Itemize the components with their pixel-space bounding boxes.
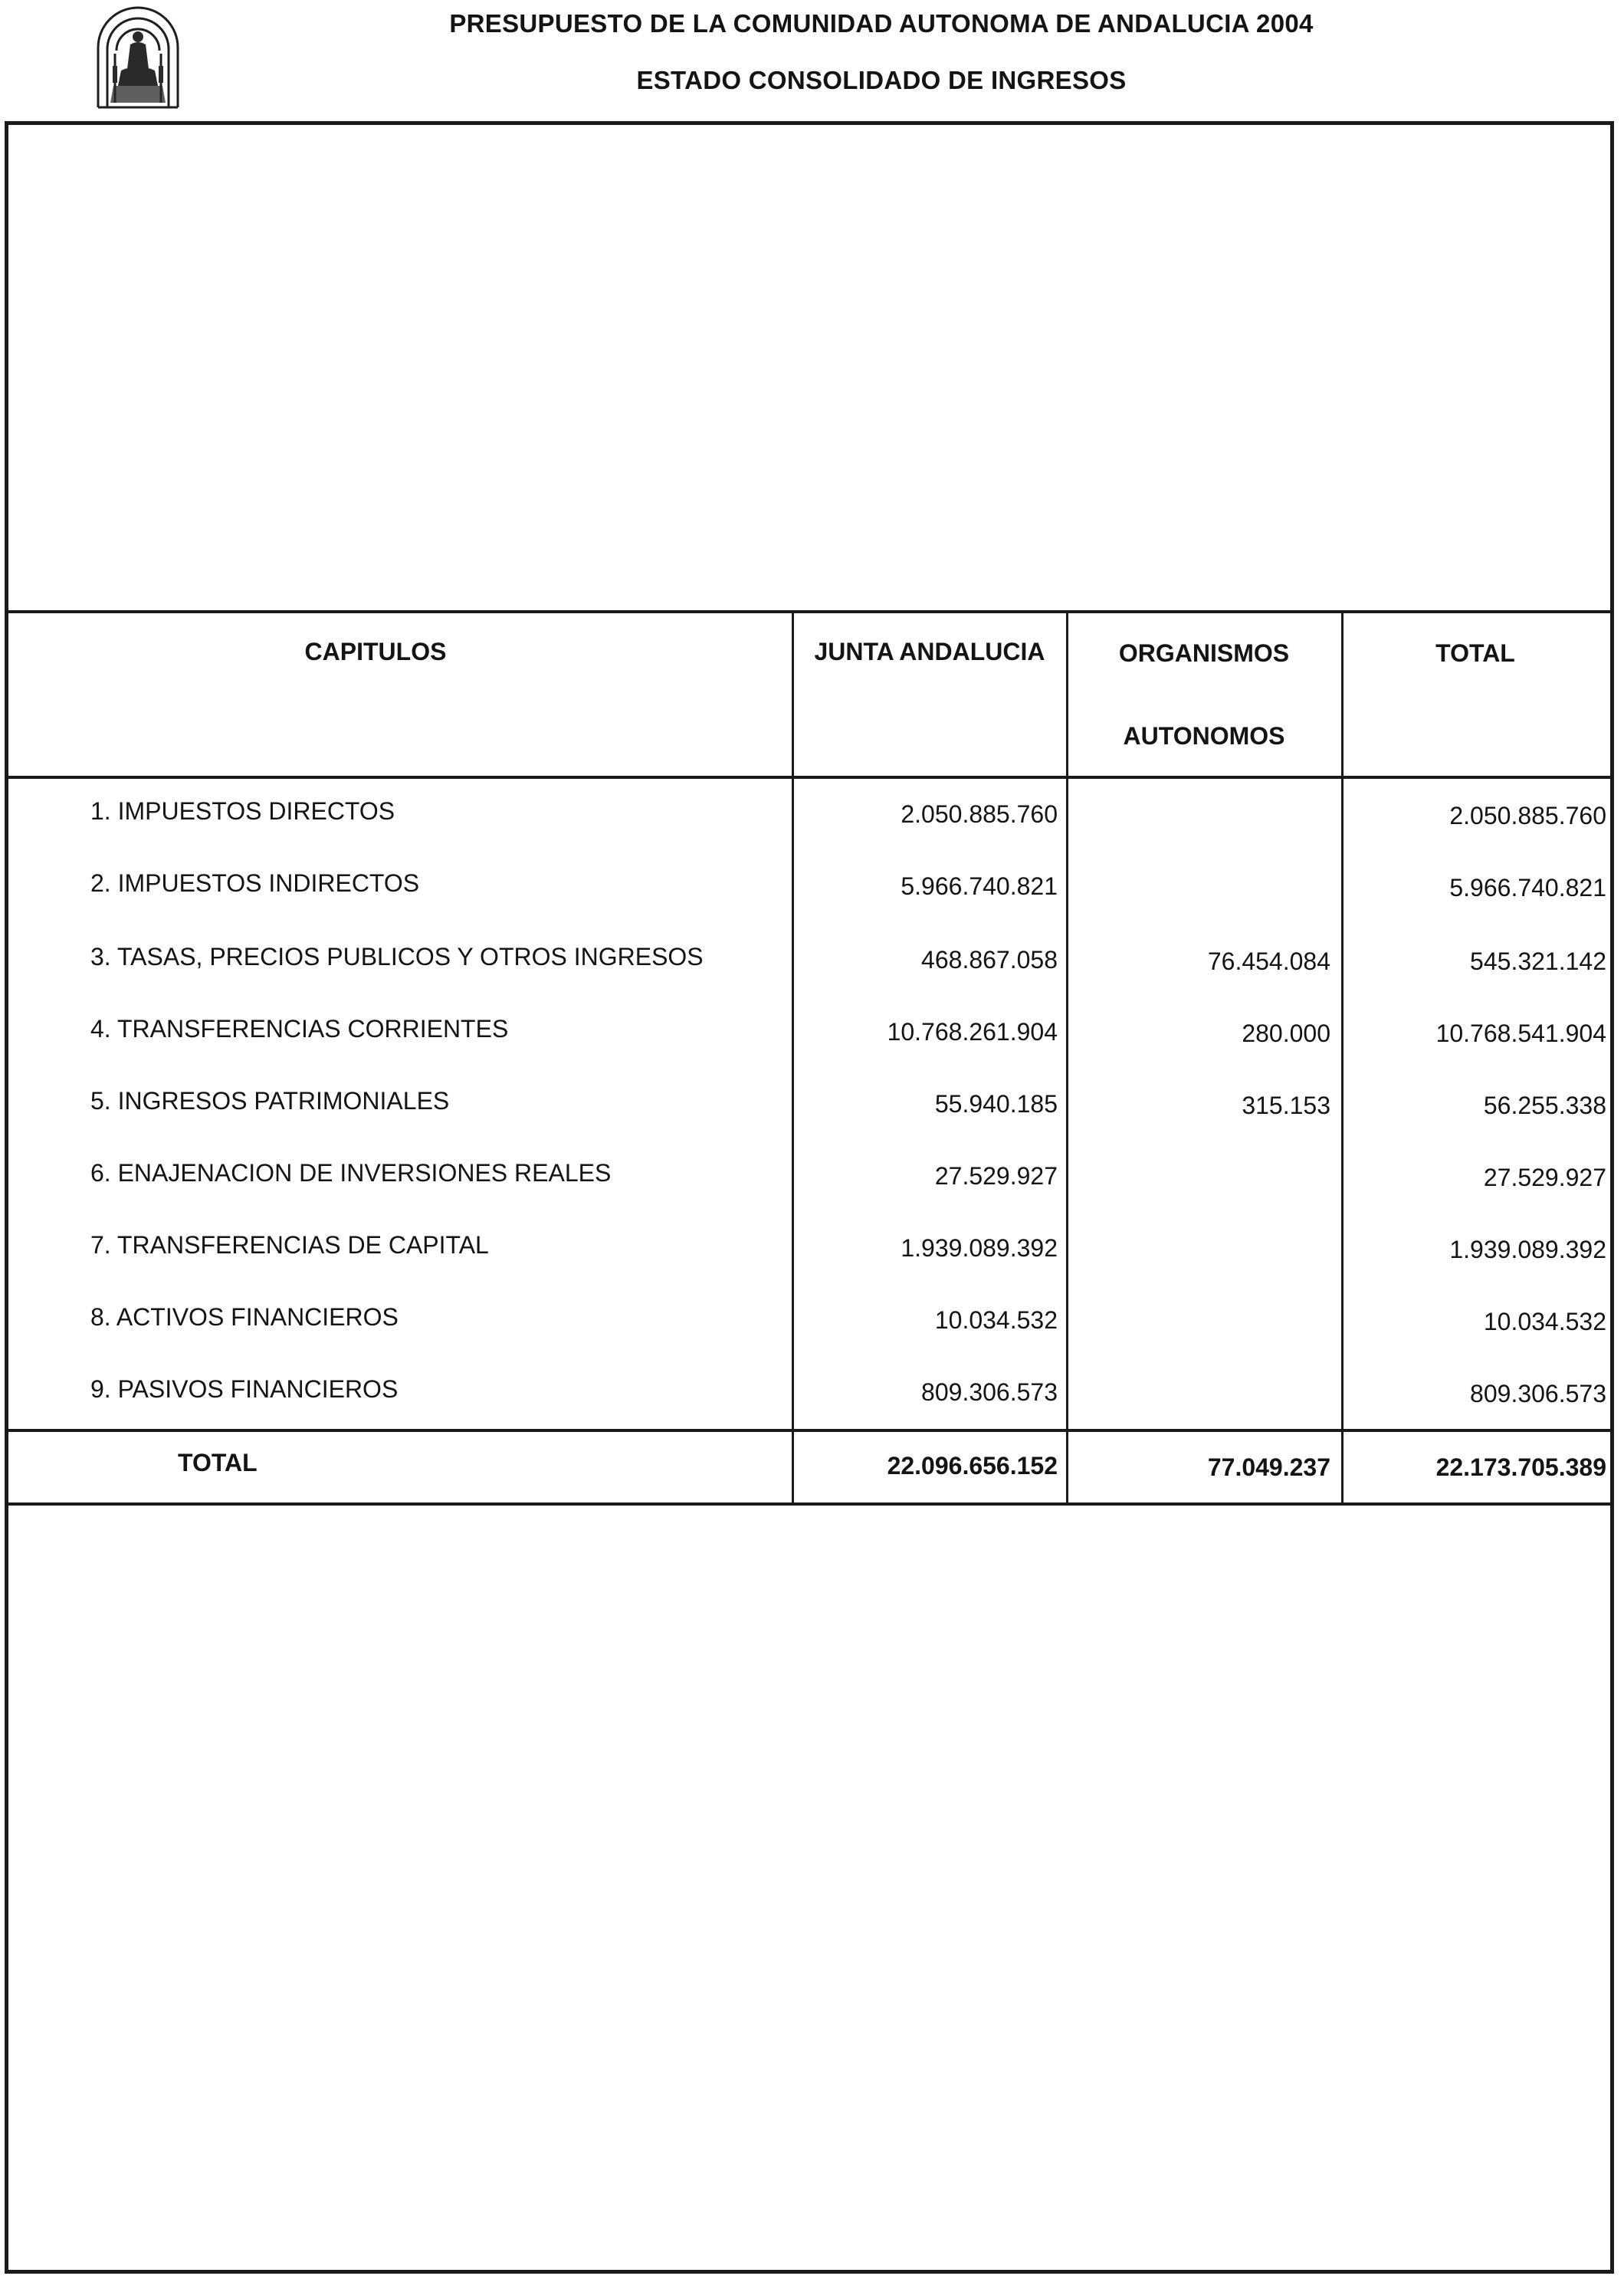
header-autonomos: AUTONOMOS: [1123, 722, 1285, 750]
table-bottom-rule: [5, 1502, 1614, 1506]
table-top-rule: [5, 610, 1614, 613]
header-junta-andalucia: JUNTA ANDALUCIA: [814, 638, 1045, 665]
header-organismos: ORGANISMOS: [1118, 639, 1290, 667]
row-9-total: 809.306.573: [1470, 1380, 1606, 1407]
row-2-total: 5.966.740.821: [1449, 874, 1606, 901]
row-6-label: 6. ENAJENACION DE INVERSIONES REALES: [90, 1159, 612, 1187]
total-row-organismos: 77.049.237: [1207, 1453, 1330, 1481]
row-3-organismos: 76.454.084: [1207, 947, 1330, 975]
total-row-junta: 22.096.656.152: [887, 1452, 1058, 1479]
junta-andalucia-emblem-icon: [90, 0, 185, 115]
row-9-label: 9. PASIVOS FINANCIEROS: [90, 1375, 399, 1403]
column-divider-1: [792, 610, 794, 1506]
row-7-junta: 1.939.089.392: [901, 1234, 1058, 1262]
row-5-organismos: 315.153: [1242, 1092, 1330, 1119]
row-1-label: 1. IMPUESTOS DIRECTOS: [90, 797, 395, 825]
header-capitulos: CAPITULOS: [304, 638, 447, 665]
row-4-junta: 10.768.261.904: [887, 1018, 1058, 1046]
row-5-junta: 55.940.185: [934, 1090, 1058, 1118]
row-8-junta: 10.034.532: [934, 1306, 1058, 1334]
row-4-total: 10.768.541.904: [1435, 1020, 1606, 1047]
row-8-label: 8. ACTIVOS FINANCIEROS: [90, 1303, 399, 1331]
total-row-total: 22.173.705.389: [1435, 1453, 1606, 1481]
column-divider-3: [1341, 610, 1343, 1506]
total-top-rule: [5, 1429, 1614, 1432]
row-3-junta: 468.867.058: [921, 946, 1058, 974]
row-1-junta: 2.050.885.760: [901, 800, 1058, 828]
row-7-label: 7. TRANSFERENCIAS DE CAPITAL: [90, 1231, 489, 1259]
row-6-junta: 27.529.927: [934, 1162, 1058, 1190]
page-frame: [5, 121, 1614, 2274]
row-8-total: 10.034.532: [1483, 1308, 1606, 1335]
document-subtitle: ESTADO CONSOLIDADO DE INGRESOS: [636, 66, 1127, 94]
row-4-organismos: 280.000: [1242, 1020, 1330, 1047]
row-3-label: 3. TASAS, PRECIOS PUBLICOS Y OTROS INGRESOS: [90, 943, 704, 970]
header-bottom-rule: [5, 776, 1614, 779]
row-5-label: 5. INGRESOS PATRIMONIALES: [90, 1087, 450, 1115]
row-5-total: 56.255.338: [1483, 1092, 1606, 1119]
row-2-label: 2. IMPUESTOS INDIRECTOS: [90, 869, 420, 897]
row-4-label: 4. TRANSFERENCIAS CORRIENTES: [90, 1015, 509, 1043]
row-2-junta: 5.966.740.821: [901, 872, 1058, 900]
total-row-label: TOTAL: [178, 1449, 258, 1476]
row-7-total: 1.939.089.392: [1449, 1236, 1606, 1263]
row-6-total: 27.529.927: [1483, 1164, 1606, 1191]
row-3-total: 545.321.142: [1470, 947, 1606, 975]
header-total: TOTAL: [1435, 639, 1515, 667]
document-title: PRESUPUESTO DE LA COMUNIDAD AUTONOMA DE ANDALUCIA 2004: [449, 9, 1314, 38]
row-1-total: 2.050.885.760: [1449, 802, 1606, 829]
row-9-junta: 809.306.573: [921, 1378, 1058, 1406]
